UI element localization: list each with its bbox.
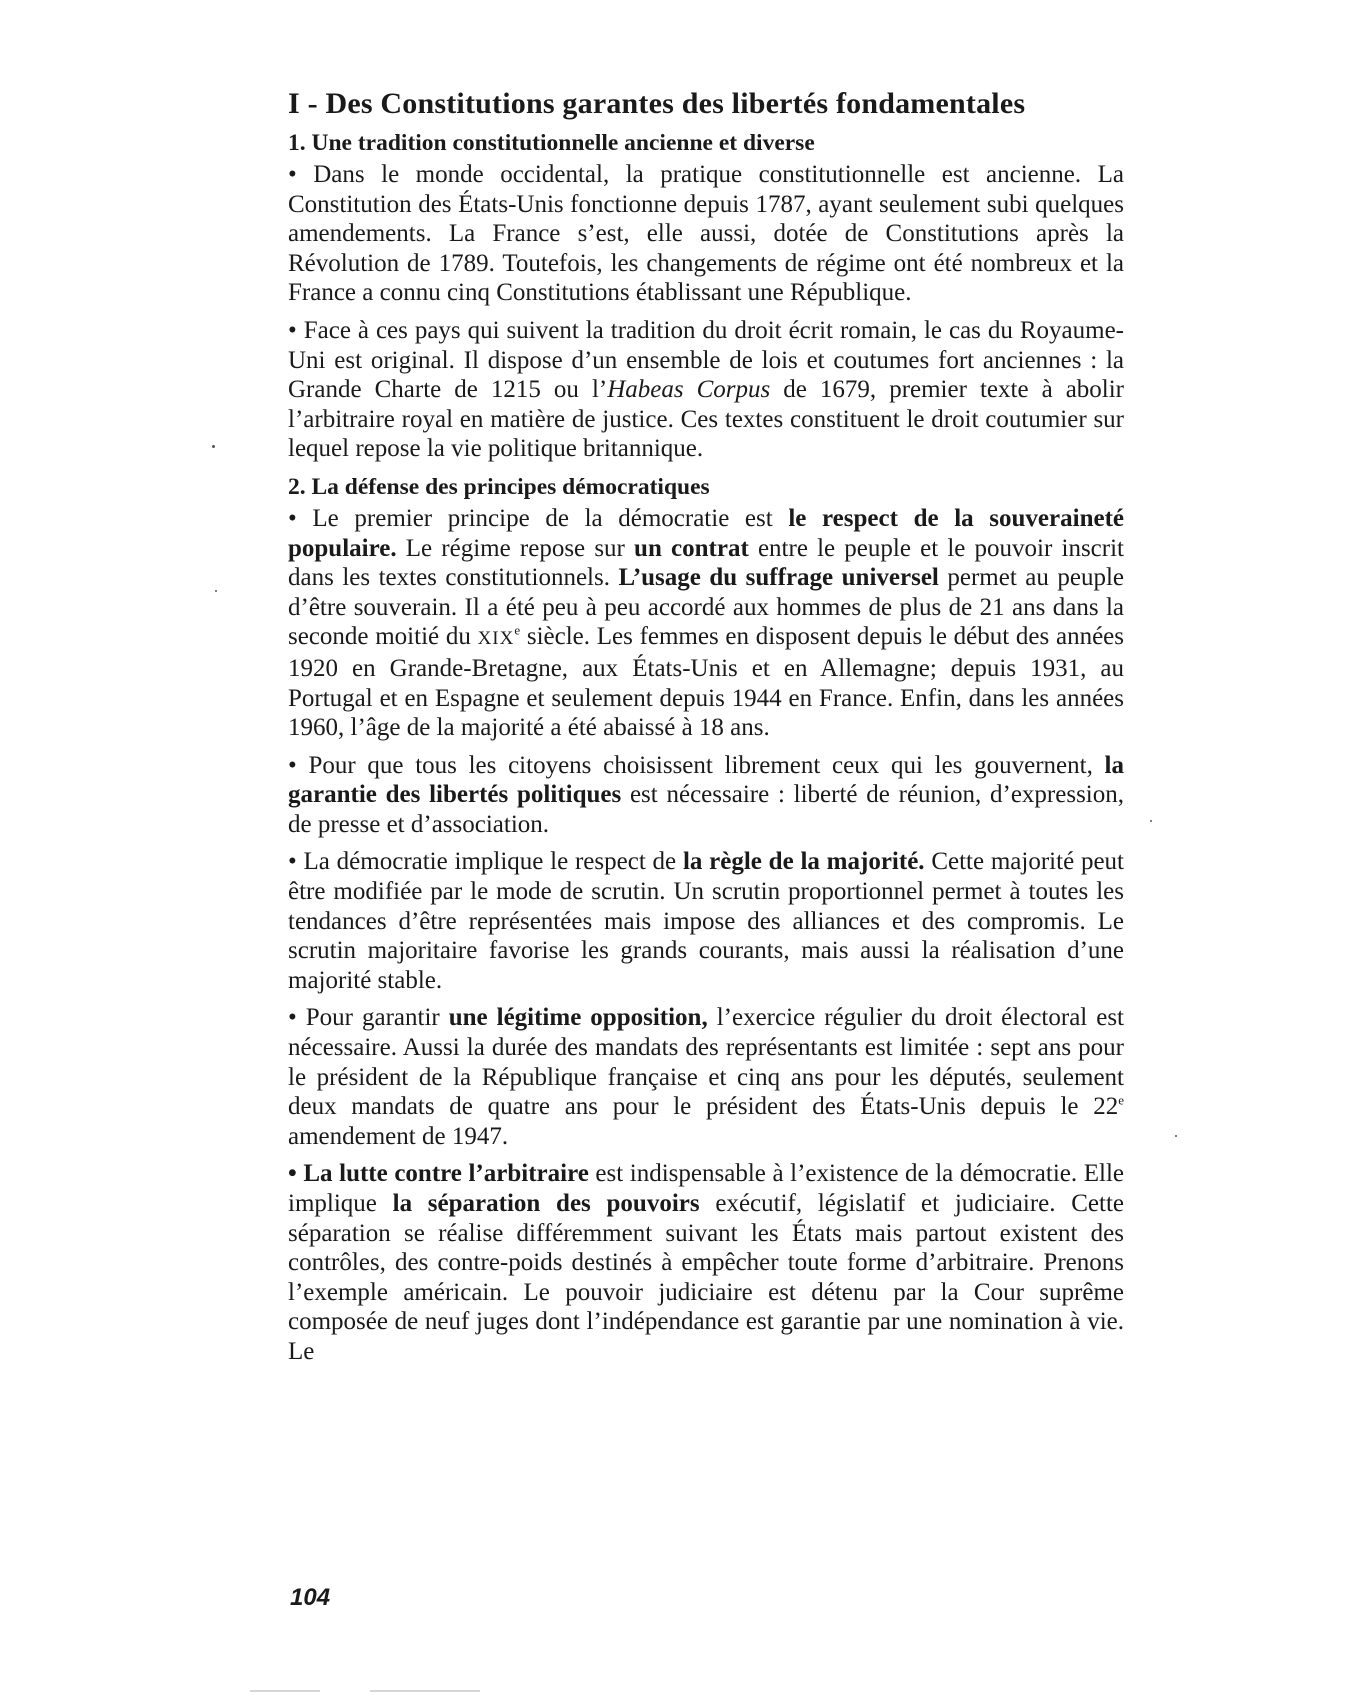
paragraph-2-3 <box>288 847 1124 995</box>
text-run: Le régime repose sur <box>396 534 635 562</box>
scan-speck <box>1175 1135 1177 1137</box>
scan-noise <box>250 1690 320 1692</box>
paragraph-2-4 <box>288 1003 1124 1151</box>
page-body <box>288 84 1124 1375</box>
bold-term: le respect de la souveraineté populaire. <box>288 504 1124 562</box>
text-run: entre le peuple et le pouvoir inscrit dans les textes constitutionnels. <box>288 534 1124 592</box>
text-run: • Pour que tous les citoyens choisissent librement ceux qui les gouvernent, <box>288 751 1105 779</box>
scan-noise <box>370 1690 480 1692</box>
superscript: e <box>514 622 521 638</box>
subsection-title-2: 2. La défense des principes démocratiques <box>288 473 710 500</box>
text-run: • Le premier principe de la démocratie est <box>288 504 789 532</box>
bold-term: la garantie des libertés politiques <box>288 751 1124 809</box>
text-run: • Face à ces pays qui suivent la tradition du droit écrit romain, le cas du Royaume-Uni est original. Il dispose d’un ensemble de lois et coutumes fort anciennes : la Grande Charte de 1215 ou l’ <box>288 316 1124 404</box>
text-run: est nécessaire : liberté de réunion, d’expression, de presse et d’association. <box>288 781 1124 838</box>
superscript: e <box>1118 1092 1124 1108</box>
text-run: permet au peuple d’être souverain. Il a été peu à peu accordé aux hommes de plus de 21 ans dans la seconde moitié du <box>288 564 1124 651</box>
paragraph-1-1: • Dans le monde occidental, la pratique constitutionnelle est ancienne. La Constitution des États-Unis fonctionne depuis 1787, ayant seulement subi quelques amendements. La France s’est, elle aussi, dotée de Constitutions après la Révolution de 1789. Toutefois, les changements de régime ont été nombreux et la France a connu cinq Constitutions établissant une République. <box>288 161 1124 307</box>
paragraph-2-2 <box>288 751 1124 840</box>
italic-term: Habeas Corpus <box>607 376 771 404</box>
bullet: • <box>288 1160 304 1188</box>
bold-term: une légitime opposition, <box>448 1004 708 1032</box>
text-run: • Pour garantir <box>288 1004 449 1032</box>
text-run: exécutif, législatif et judiciaire. Cette séparation se réalise différemment suivant les États mais partout existent des contrôles, des contre-poids destinés à empêcher toute forme d’arbitraire. Prenons l’exemple américain. Le pouvoir judiciaire est détenu par la Cour suprême composée de neuf juges dont l’indépendance est garantie par une nomination à vie. Le <box>288 1190 1124 1365</box>
text-run: siècle. Les femmes en disposent depuis le début des années 1920 en Grande-Bretagne, aux États-Unis et en Allemagne; depuis 1931, au Portugal et en Espagne et seulement depuis 1944 en France. Enfin, dans les années 1960, l’âge de la majorité a été abaissé à 18 ans. <box>288 623 1124 742</box>
text-run: de 1679, premier texte à abolir l’arbitraire royal en matière de justice. Ces textes constituent le droit coutumier sur lequel repose la vie politique britannique. <box>288 376 1125 463</box>
scan-speck <box>215 590 217 592</box>
bold-term: la séparation des pouvoirs <box>392 1190 700 1217</box>
bold-term: un contrat <box>634 534 749 562</box>
bold-term: la règle de la majorité. <box>682 848 925 876</box>
paragraph-2-1 <box>288 504 1124 743</box>
text-run: • La démocratie implique le respect de <box>288 848 683 876</box>
paragraph-2-5 <box>288 1159 1124 1366</box>
roman-century: XIX <box>477 628 515 650</box>
text-run: l’exercice régulier du droit électoral est nécessaire. Aussi la durée des mandats des représentants est limitée : sept ans pour le président de la République française et cinq ans pour les députés, seulement deux mandats de quatre ans pour le président des États-Unis depuis le 22 <box>288 1004 1125 1121</box>
text-run: amendement de 1947. <box>288 1122 509 1150</box>
bold-term: La lutte contre l’arbitraire <box>303 1160 589 1188</box>
page-number: 104 <box>290 1584 331 1611</box>
bold-term: L’usage du suffrage universel <box>618 564 939 592</box>
text-run: Cette majorité peut être modifiée par le mode de scrutin. Un scrutin proportionnel permet à toutes les tendances d’être représentées mais impose des alliances et des compromis. Le scrutin majoritaire favorise les grands courants, mais aussi la réalisation d’une majorité stable. <box>288 848 1124 994</box>
section-title: I - Des Constitutions garantes des libertés fondamentales <box>288 87 1026 120</box>
text-run: est indispensable à l’existence de la démocratie. Elle implique <box>288 1160 1124 1217</box>
subsection-title-1: 1. Une tradition constitutionnelle ancienne et diverse <box>288 130 815 156</box>
scan-speck <box>212 445 215 448</box>
scan-speck <box>1150 820 1152 822</box>
paragraph-1-2 <box>288 316 1124 464</box>
